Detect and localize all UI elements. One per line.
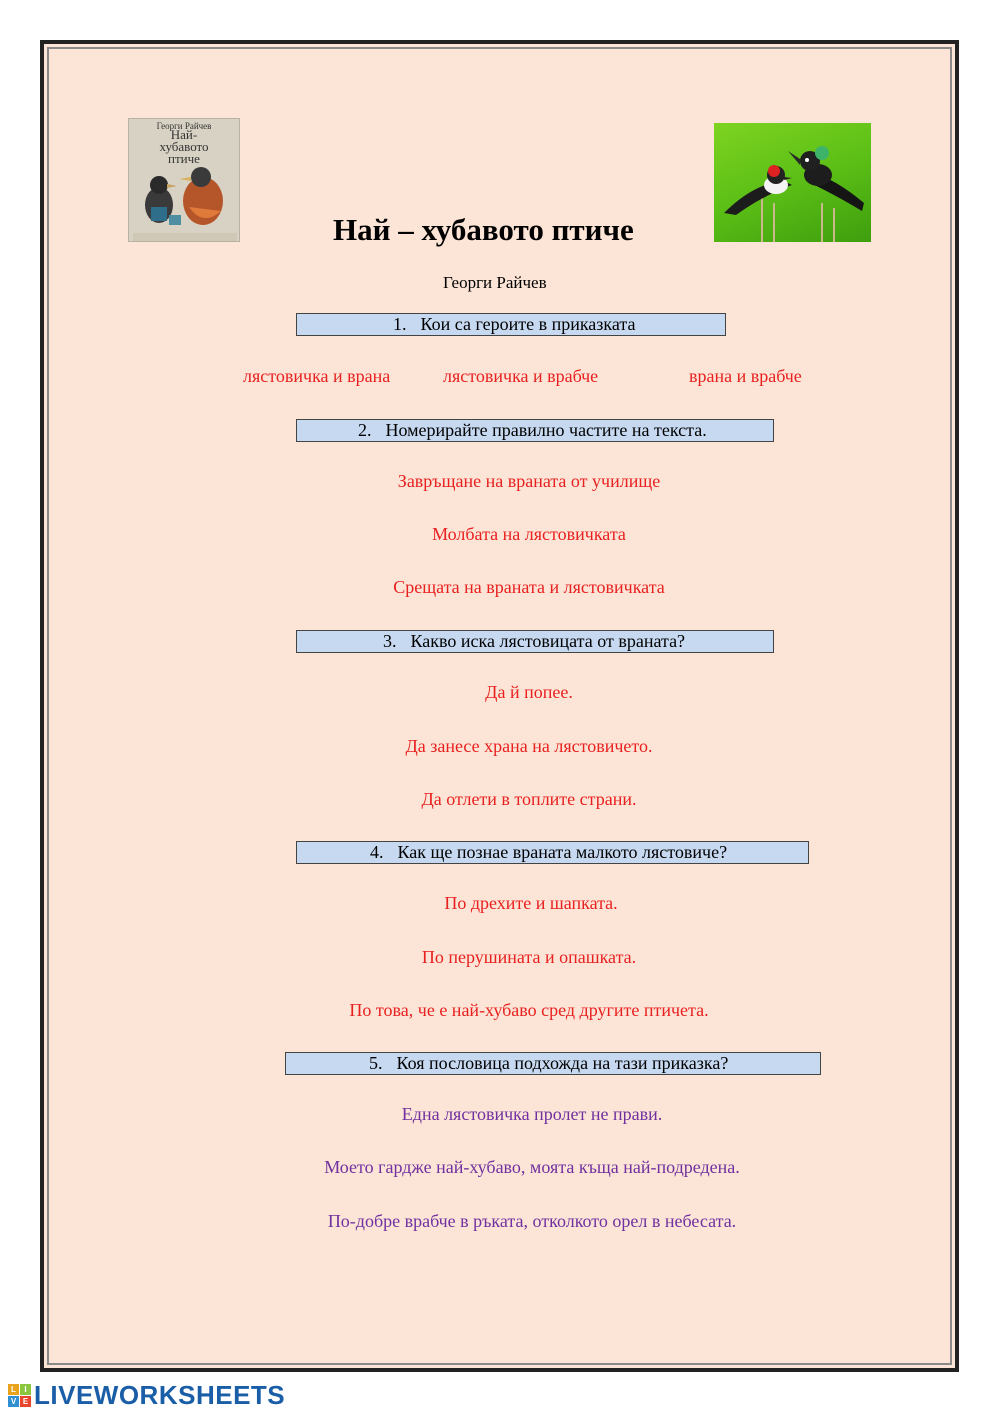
question-5-number: 5.: [369, 1053, 383, 1073]
q3-option-1[interactable]: Да й попее.: [485, 682, 573, 702]
q1-option-2[interactable]: лястовичка и врабче: [443, 366, 599, 386]
cover-birds-illustration: [129, 167, 240, 242]
question-1-text: Кои са героите в приказката: [420, 314, 636, 334]
cover-title-line-3: птиче: [168, 151, 200, 166]
q3-option-2[interactable]: Да занесе храна на лястовичето.: [405, 736, 653, 756]
question-3-text: Какво иска лястовицата от враната?: [410, 631, 686, 651]
q4-option-1[interactable]: По дрехите и шапката.: [444, 893, 618, 913]
question-3-number: 3.: [383, 631, 397, 651]
cover-author: Георги Райчев: [156, 121, 212, 131]
logo-text: LIVEWORKSHEETS: [34, 1379, 286, 1410]
q5-option-1[interactable]: Една лястовичка пролет не прави.: [401, 1104, 663, 1124]
author-name: Георги Райчев: [443, 273, 547, 292]
question-3-box: [296, 630, 774, 653]
q1-option-3[interactable]: врана и врабче: [689, 366, 802, 386]
birds-puppets-image: [714, 123, 871, 242]
logo-blocks-icon: L I V E: [8, 1384, 31, 1407]
question-5-box: [285, 1052, 821, 1075]
swallow-and-crow-illustration: [714, 123, 871, 242]
question-2-number: 2.: [358, 420, 372, 440]
question-4-box: [296, 841, 809, 864]
q2-option-1[interactable]: Завръщане на враната от училище: [397, 471, 661, 491]
q3-option-3[interactable]: Да отлети в топлите страни.: [421, 789, 637, 809]
q5-option-2[interactable]: Моето гардже най-хубаво, моята къща най-подредена.: [324, 1157, 740, 1177]
question-2-box: [296, 419, 774, 442]
q4-option-2[interactable]: По перушината и опашката.: [421, 947, 637, 967]
question-4-number: 4.: [370, 842, 384, 862]
question-5-text: Коя пословица подхожда на тази приказка?: [396, 1053, 729, 1073]
liveworksheets-logo: [8, 1379, 286, 1410]
q5-option-3[interactable]: По-добре врабче в ръката, отколкото орел в небесата.: [327, 1211, 737, 1231]
cover-title-line-2: хубавото: [159, 139, 209, 154]
question-1-box: [296, 313, 726, 336]
question-1-number: 1.: [393, 314, 407, 334]
q2-option-2[interactable]: Молбата на лястовичката: [432, 524, 626, 544]
q2-option-3[interactable]: Срещата на враната и лястовичката: [393, 577, 665, 597]
cover-title-line-1: Най-: [170, 127, 198, 142]
q1-option-1[interactable]: лястовичка и врана: [243, 366, 391, 386]
cover-title: [129, 129, 239, 165]
question-4-text: Как ще познае враната малкото лястовиче?: [397, 842, 728, 862]
book-cover-image: [128, 118, 240, 242]
page-title: Най – хубавото птиче: [333, 212, 634, 247]
question-2-text: Номерирайте правилно частите на текста.: [385, 420, 707, 440]
q4-option-3[interactable]: По това, че е най-хубаво сред другите птичета.: [349, 1000, 709, 1020]
